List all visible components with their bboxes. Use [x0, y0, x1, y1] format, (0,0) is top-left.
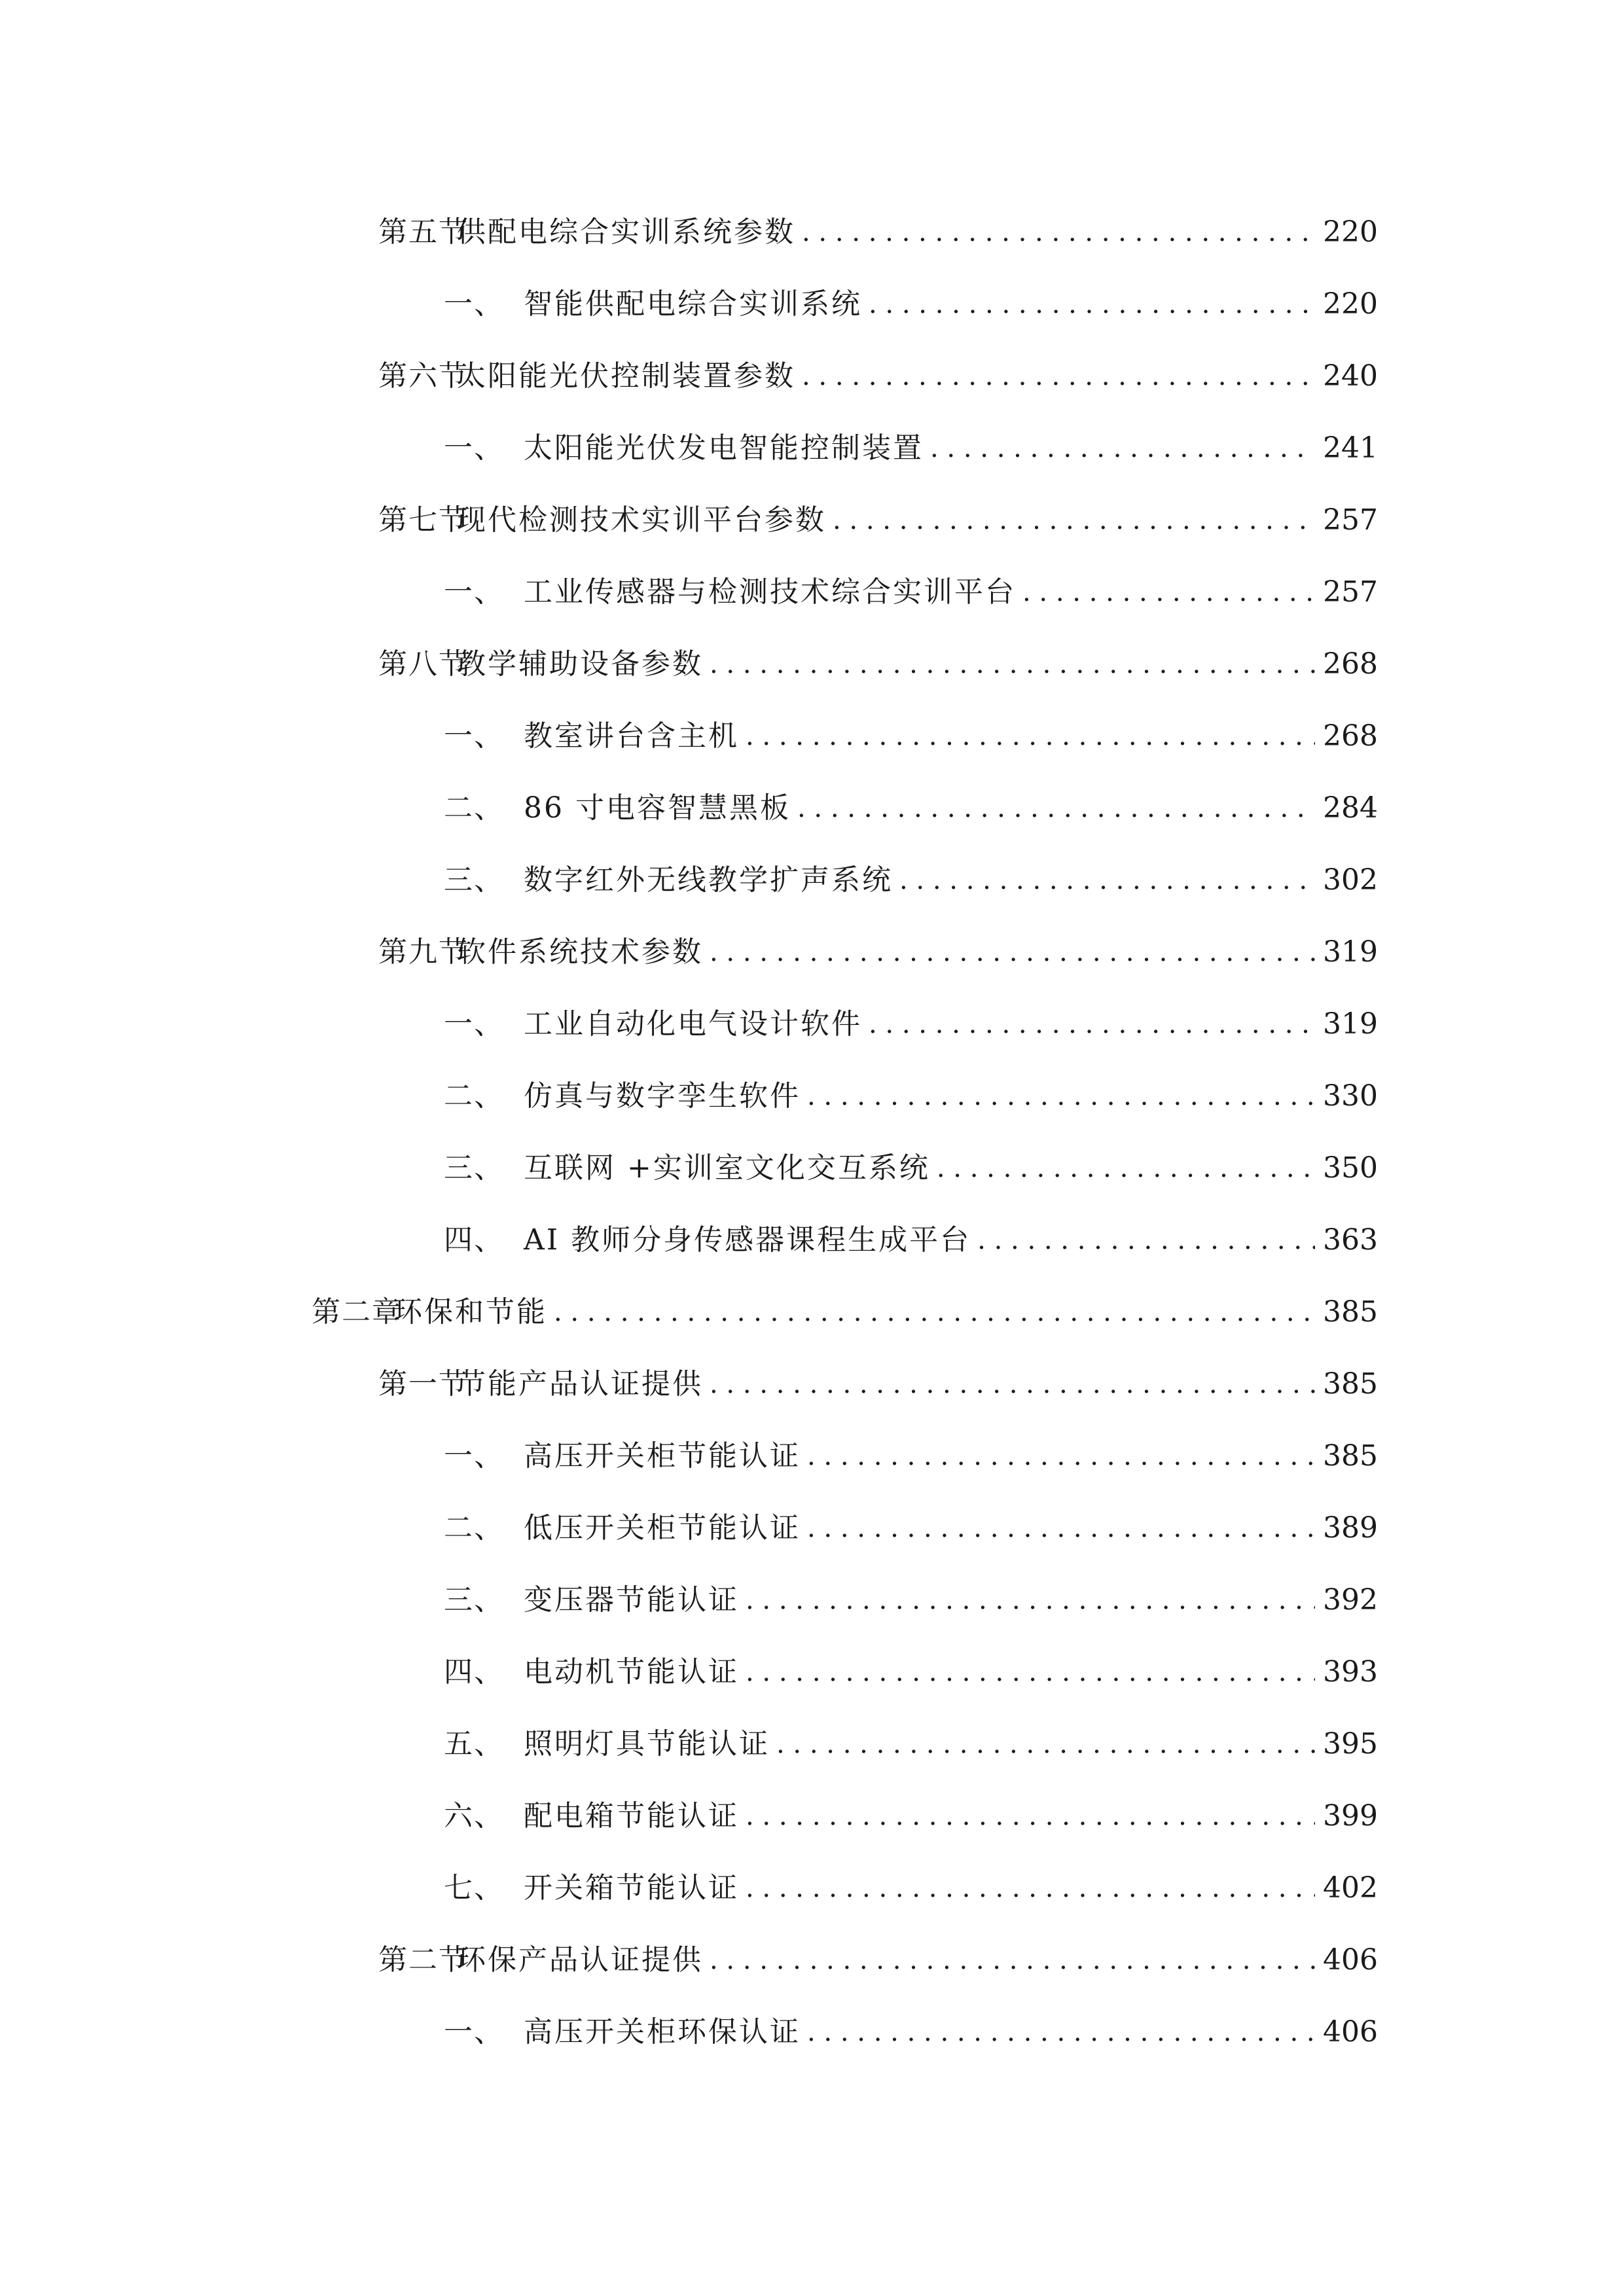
toc-entry[interactable] — [378, 1348, 1378, 1420]
toc-entry[interactable] — [444, 844, 1378, 916]
toc-entry[interactable] — [444, 772, 1378, 844]
toc-entry-title: 现代检测技术实训平台参数 — [457, 503, 826, 537]
toc-entry-title: 软件系统技术参数 — [457, 935, 703, 969]
toc-dot-leader — [977, 1226, 1315, 1255]
toc-dot-leader — [869, 1010, 1315, 1039]
toc-entry-number: 第九节 — [378, 935, 469, 969]
toc-entry-title: 互联网 +实训室文化交互系统 — [524, 1151, 930, 1185]
toc-entry-number: 第一节 — [378, 1367, 469, 1401]
toc-entry-number: 二、 — [444, 1079, 504, 1113]
toc-entry-page-number: 220 — [1323, 215, 1378, 249]
toc-entry[interactable] — [444, 268, 1378, 340]
toc-entry-title: AI 教师分身传感器课程生成平台 — [524, 1223, 971, 1257]
toc-entry-page-number: 284 — [1323, 791, 1378, 825]
toc-entry-title: 太阳能光伏发电智能控制装置 — [524, 431, 924, 465]
toc-entry-number: 第二章 — [312, 1295, 402, 1329]
toc-entry-page-number: 406 — [1323, 2015, 1378, 2049]
toc-entry-number: 三、 — [444, 863, 504, 897]
toc-dot-leader — [899, 866, 1315, 895]
toc-entry-title: 电动机节能认证 — [524, 1655, 739, 1689]
toc-entry-number: 二、 — [444, 791, 504, 825]
toc-entry[interactable] — [444, 1564, 1378, 1636]
toc-dot-leader — [869, 290, 1315, 319]
toc-entry-number: 五、 — [444, 1727, 504, 1761]
toc-entry-number: 三、 — [444, 1151, 504, 1185]
toc-entry-number: 第五节 — [378, 215, 469, 249]
toc-dot-leader — [746, 1586, 1315, 1615]
toc-entry[interactable] — [444, 1636, 1378, 1708]
toc-entry[interactable] — [444, 412, 1378, 484]
toc-entry[interactable] — [444, 1420, 1378, 1492]
toc-entry-page-number: 393 — [1323, 1655, 1378, 1689]
toc-entry-page-number: 268 — [1323, 647, 1378, 681]
toc-entry[interactable] — [444, 1780, 1378, 1852]
toc-entry-page-number: 402 — [1323, 1871, 1378, 1905]
toc-entry-page-number: 241 — [1323, 431, 1378, 465]
toc-entry-page-number: 385 — [1323, 1295, 1378, 1329]
toc-dot-leader — [807, 1082, 1315, 1111]
toc-dot-leader — [710, 650, 1315, 679]
toc-entry-page-number: 220 — [1323, 287, 1378, 321]
toc-dot-leader — [802, 218, 1315, 247]
toc-entry-number: 一、 — [444, 575, 504, 609]
toc-entry-number: 一、 — [444, 2015, 504, 2049]
toc-dot-leader — [710, 1370, 1315, 1399]
toc-dot-leader — [746, 722, 1315, 751]
toc-entry-number: 一、 — [444, 431, 504, 465]
toc-entry-page-number: 330 — [1323, 1079, 1378, 1113]
toc-entry[interactable] — [378, 196, 1378, 268]
toc-entry[interactable] — [444, 988, 1378, 1060]
toc-dot-leader — [776, 1730, 1315, 1759]
toc-dot-leader — [937, 1154, 1315, 1183]
toc-entry-number: 三、 — [444, 1583, 504, 1617]
toc-entry-page-number: 268 — [1323, 719, 1378, 753]
toc-entry-page-number: 392 — [1323, 1583, 1378, 1617]
toc-dot-leader — [746, 1802, 1315, 1831]
toc-dot-leader — [1022, 578, 1315, 607]
toc-dot-leader — [833, 506, 1315, 535]
toc-entry-title: 数字红外无线教学扩声系统 — [524, 863, 893, 897]
toc-entry-number: 二、 — [444, 1511, 504, 1545]
toc-entry[interactable] — [378, 340, 1378, 412]
toc-dot-leader — [807, 1442, 1315, 1471]
toc-entry-page-number: 257 — [1323, 575, 1378, 609]
toc-dot-leader — [797, 794, 1315, 823]
toc-entry-title: 智能供配电综合实训系统 — [524, 287, 862, 321]
toc-dot-leader — [710, 1946, 1315, 1975]
toc-entry-title: 教室讲台含主机 — [524, 719, 739, 753]
toc-entry-page-number: 389 — [1323, 1511, 1378, 1545]
toc-entry-title: 工业自动化电气设计软件 — [524, 1007, 862, 1041]
toc-dot-leader — [807, 1514, 1315, 1543]
toc-entry[interactable] — [444, 1852, 1378, 1924]
toc-entry-number: 四、 — [444, 1655, 504, 1689]
toc-entry[interactable] — [444, 1060, 1378, 1132]
toc-entry-title: 低压开关柜节能认证 — [524, 1511, 801, 1545]
toc-entry-number: 第二节 — [378, 1943, 469, 1977]
toc-entry-title: 变压器节能认证 — [524, 1583, 739, 1617]
toc-entry[interactable] — [312, 1276, 1378, 1348]
toc-entry-number: 一、 — [444, 287, 504, 321]
toc-entry-number: 六、 — [444, 1799, 504, 1833]
toc-entry[interactable] — [444, 1708, 1378, 1780]
toc-entry-title: 工业传感器与检测技术综合实训平台 — [524, 575, 1016, 609]
toc-entry-number: 四、 — [444, 1223, 504, 1257]
toc-entry-title: 节能产品认证提供 — [457, 1367, 703, 1401]
toc-entry-number: 一、 — [444, 719, 504, 753]
toc-dot-leader — [802, 362, 1315, 391]
toc-entry[interactable] — [378, 628, 1378, 700]
toc-entry-page-number: 257 — [1323, 503, 1378, 537]
toc-entry-page-number: 406 — [1323, 1943, 1378, 1977]
toc-entry-title: 供配电综合实训系统参数 — [457, 215, 795, 249]
toc-entry[interactable] — [444, 700, 1378, 772]
toc-entry-page-number: 385 — [1323, 1439, 1378, 1473]
toc-entry-page-number: 319 — [1323, 935, 1378, 969]
toc-entry[interactable] — [444, 1204, 1378, 1276]
toc-entry-title: 开关箱节能认证 — [524, 1871, 739, 1905]
toc-dot-leader — [746, 1658, 1315, 1687]
toc-entry[interactable] — [378, 916, 1378, 988]
toc-entry-page-number: 395 — [1323, 1727, 1378, 1761]
toc-dot-leader — [930, 434, 1315, 463]
toc-entry-title: 环保产品认证提供 — [457, 1943, 703, 1977]
toc-dot-leader — [746, 1874, 1315, 1903]
toc-entry[interactable] — [444, 1132, 1378, 1204]
toc-entry-page-number: 319 — [1323, 1007, 1378, 1041]
toc-entry-number: 第六节 — [378, 359, 469, 393]
toc-entry[interactable] — [378, 1924, 1378, 1996]
toc-entry-title: 照明灯具节能认证 — [524, 1727, 770, 1761]
toc-entry[interactable] — [444, 1492, 1378, 1564]
toc-entry[interactable] — [444, 1996, 1378, 2068]
toc-entry-number: 第七节 — [378, 503, 469, 537]
toc-entry-number: 一、 — [444, 1439, 504, 1473]
toc-entry-title: 环保和节能 — [393, 1295, 547, 1329]
toc-entry-title: 教学辅助设备参数 — [457, 647, 703, 681]
toc-entry-page-number: 385 — [1323, 1367, 1378, 1401]
toc-dot-leader — [554, 1298, 1315, 1327]
toc-dot-leader — [807, 2018, 1315, 2047]
toc-entry-title: 仿真与数字孪生软件 — [524, 1079, 801, 1113]
toc-entry-title: 太阳能光伏控制装置参数 — [457, 359, 795, 393]
toc-dot-leader — [710, 938, 1315, 967]
toc-entry-page-number: 363 — [1323, 1223, 1378, 1257]
toc-entry[interactable] — [444, 556, 1378, 628]
toc-entry-page-number: 240 — [1323, 359, 1378, 393]
toc-entry-title: 86 寸电容智慧黑板 — [524, 791, 791, 825]
toc-entry-page-number: 350 — [1323, 1151, 1378, 1185]
toc-entry-title: 高压开关柜节能认证 — [524, 1439, 801, 1473]
toc-entry-number: 第八节 — [378, 647, 469, 681]
toc-entry[interactable] — [378, 484, 1378, 556]
toc-entry-title: 配电箱节能认证 — [524, 1799, 739, 1833]
toc-entry-number: 七、 — [444, 1871, 504, 1905]
toc-entry-number: 一、 — [444, 1007, 504, 1041]
toc-entry-page-number: 399 — [1323, 1799, 1378, 1833]
toc-entry-title: 高压开关柜环保认证 — [524, 2015, 801, 2049]
toc-entry-page-number: 302 — [1323, 863, 1378, 897]
